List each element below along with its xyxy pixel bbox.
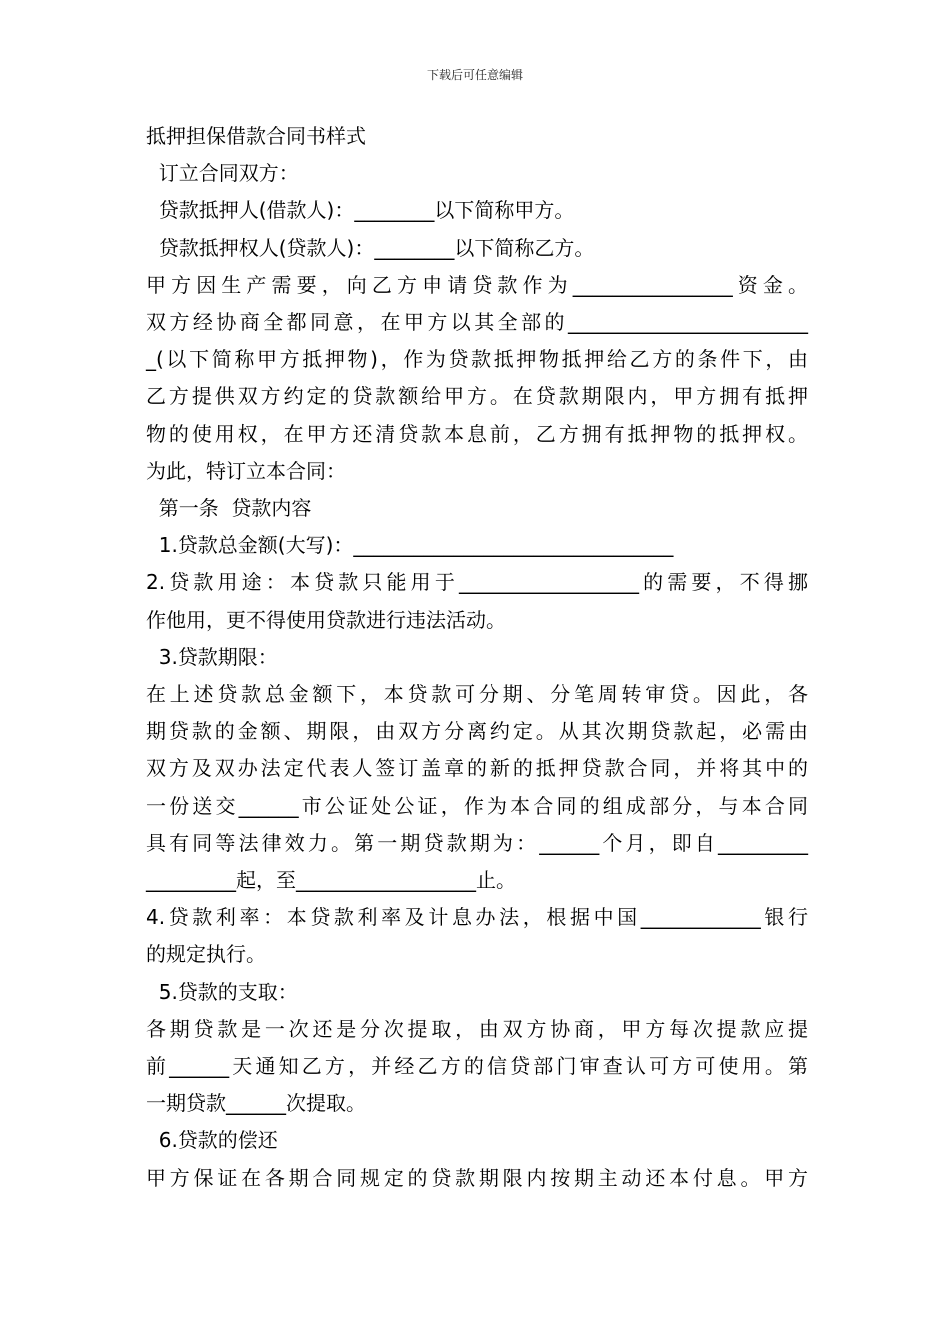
document-line: 作他用，更不得使用贷款进行违法活动。 — [146, 607, 506, 632]
document-line: 为此，特订立本合同： — [146, 458, 346, 483]
document-line: 一份送交______市公证处公证，作为本合同的组成部分，与本合同 — [146, 793, 808, 818]
document-line: 具有同等法律效力。第一期贷款期为：______个月，即自_________ — [146, 830, 808, 855]
document-line: 1.贷款总金额(大写)：________________________________ — [146, 533, 674, 558]
document-line: 3.贷款期限： — [146, 644, 278, 669]
document-line: 第一条 贷款内容 — [146, 496, 312, 520]
document-line: 5.贷款的支取： — [146, 979, 298, 1004]
document-line: 各期贷款是一次还是分次提取，由双方协商，甲方每次提款应提 — [146, 1016, 808, 1041]
document-line: 物的使用权，在甲方还清贷款本息前，乙方拥有抵押物的抵押权。 — [146, 421, 808, 446]
document-line: 6.贷款的偿还 — [146, 1128, 278, 1153]
document-line: 的规定执行。 — [146, 942, 266, 967]
document-line: 订立合同双方： — [146, 161, 299, 186]
document-line: 乙方提供双方约定的贷款额给甲方。在贷款期限内，甲方拥有抵押 — [146, 384, 808, 409]
document-line: _________起，至__________________止。 — [146, 868, 516, 892]
document-line: 甲方因生产需要，向乙方申请贷款作为________________资金。 — [146, 272, 808, 297]
document-line: _(以下简称甲方抵押物)，作为贷款抵押物抵押给乙方的条件下，由 — [146, 347, 808, 372]
document-line: 双方及双办法定代表人签订盖章的新的抵押贷款合同，并将其中的 — [146, 756, 808, 781]
document-line: 双方经协商全都同意，在甲方以其全部的________________________ — [146, 310, 808, 334]
document-line: 贷款抵押人(借款人)：________以下简称甲方。 — [146, 198, 575, 223]
document-title: 抵押担保借款合同书样式 — [146, 124, 366, 148]
document-line: 甲方保证在各期合同规定的贷款期限内按期主动还本付息。甲方 — [146, 1165, 808, 1190]
document-line: 期贷款的金额、期限，由双方分离约定。从其次期贷款起，必需由 — [146, 719, 808, 744]
document-line: 贷款抵押权人(贷款人)：________以下简称乙方。 — [146, 235, 595, 260]
document-line: 前______天通知乙方，并经乙方的信贷部门审查认可方可使用。第 — [146, 1054, 808, 1078]
document-line: 4.贷款利率：本贷款利率及计息办法，根据中国____________银行 — [146, 905, 808, 930]
document-line: 一期贷款______次提取。 — [146, 1091, 366, 1116]
document-line: 2.贷款用途：本贷款只能用于__________________的需要，不得挪 — [146, 570, 808, 595]
page-header: 下载后可任意编辑 — [426, 68, 523, 82]
document-line: 在上述贷款总金额下，本贷款可分期、分笔周转审贷。因此，各 — [146, 682, 808, 706]
